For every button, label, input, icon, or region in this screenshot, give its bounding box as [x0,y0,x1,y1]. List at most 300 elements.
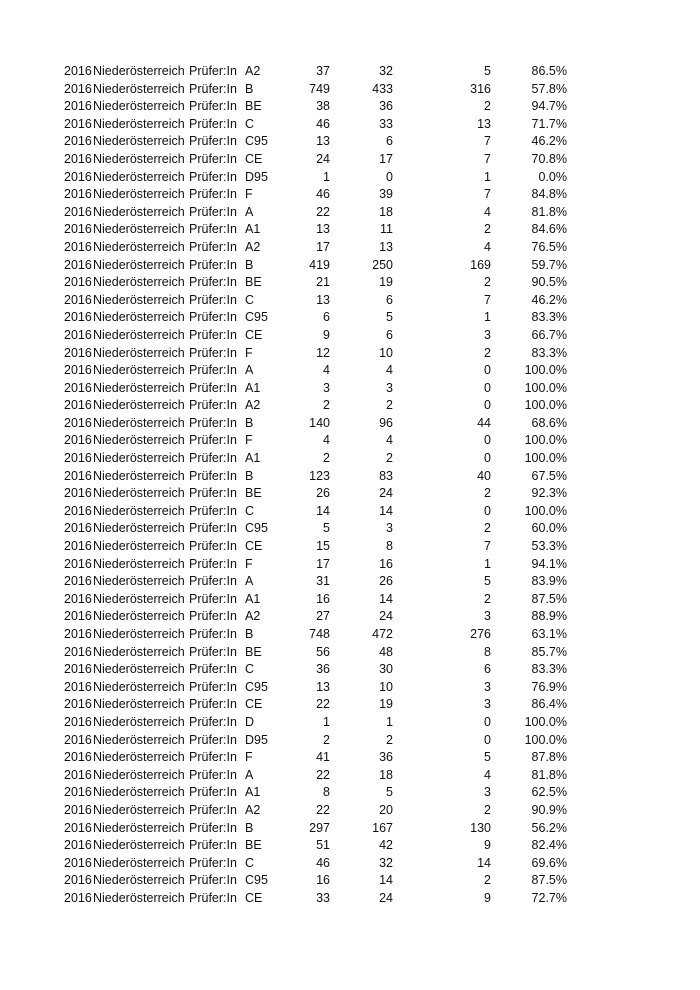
table-row [0,380,700,398]
total-cell: 13 [316,222,330,237]
total-cell: 12 [316,345,330,360]
table-row [0,696,700,714]
year-cell: 2016 [64,539,92,554]
role-cell: Prüfer:In [189,187,237,202]
region-cell: Niederösterreich [93,327,185,342]
table-row [0,397,700,415]
passed-cell: 250 [372,257,393,272]
failed-cell: 1 [484,310,491,325]
pass-rate-cell: 83.3% [531,662,567,677]
year-cell: 2016 [64,116,92,131]
table-row [0,661,700,679]
region-cell: Niederösterreich [93,363,185,378]
passed-cell: 36 [379,99,393,114]
license-class-cell: C95 [245,873,268,888]
year-cell: 2016 [64,81,92,96]
role-cell: Prüfer:In [189,521,237,536]
failed-cell: 7 [484,539,491,554]
region-cell: Niederösterreich [93,433,185,448]
role-cell: Prüfer:In [189,802,237,817]
total-cell: 22 [316,767,330,782]
failed-cell: 0 [484,732,491,747]
year-cell: 2016 [64,310,92,325]
license-class-cell: D95 [245,169,268,184]
failed-cell: 40 [477,468,491,483]
total-cell: 2 [323,451,330,466]
license-class-cell: BE [245,644,262,659]
pass-rate-cell: 72.7% [531,890,567,905]
table-row [0,573,700,591]
pass-rate-cell: 100.0% [524,433,567,448]
license-class-cell: C [245,662,255,677]
year-cell: 2016 [64,732,92,747]
passed-cell: 2 [386,732,393,747]
role-cell: Prüfer:In [189,64,237,78]
passed-cell: 472 [372,627,393,641]
region-cell: Niederösterreich [93,257,185,272]
pass-rate-cell: 100.0% [524,398,567,413]
table-row [0,591,700,609]
failed-cell: 3 [484,697,491,712]
failed-cell: 7 [484,187,491,202]
license-class-cell: F [245,345,253,360]
license-class-cell: A1 [245,451,261,466]
region-cell: Niederösterreich [93,767,185,782]
table-row [0,626,700,644]
table-row [0,257,700,275]
role-cell: Prüfer:In [189,468,237,483]
failed-cell: 7 [484,151,491,166]
region-cell: Niederösterreich [93,468,185,483]
failed-cell: 0 [484,714,491,729]
year-cell: 2016 [64,591,92,606]
pass-rate-cell: 94.7% [531,99,567,114]
total-cell: 748 [309,627,330,641]
role-cell: Prüfer:In [189,697,237,712]
pass-rate-cell: 83.3% [531,345,567,360]
pass-rate-cell: 83.3% [531,310,567,325]
pass-rate-cell: 83.9% [531,574,567,589]
role-cell: Prüfer:In [189,662,237,677]
region-cell: Niederösterreich [93,662,185,677]
pass-rate-cell: 59.7% [531,257,567,272]
table-row [0,327,700,345]
region-cell: Niederösterreich [93,415,185,430]
failed-cell: 2 [484,275,491,290]
license-class-cell: F [245,187,253,202]
region-cell: Niederösterreich [93,310,185,325]
passed-cell: 42 [379,838,393,853]
table-row [0,784,700,802]
year-cell: 2016 [64,345,92,360]
pass-rate-cell: 53.3% [531,539,567,554]
year-cell: 2016 [64,363,92,378]
pass-rate-cell: 76.5% [531,239,567,254]
total-cell: 22 [316,802,330,817]
pass-rate-cell: 100.0% [524,380,567,395]
pass-rate-cell: 84.8% [531,187,567,202]
total-cell: 2 [323,398,330,413]
failed-cell: 0 [484,380,491,395]
year-cell: 2016 [64,521,92,536]
failed-cell: 316 [470,81,491,96]
total-cell: 31 [316,574,330,589]
table-row [0,151,700,169]
region-cell: Niederösterreich [93,574,185,589]
license-class-cell: A [245,363,254,378]
failed-cell: 0 [484,398,491,413]
license-class-cell: A2 [245,398,261,413]
year-cell: 2016 [64,890,92,905]
region-cell: Niederösterreich [93,451,185,466]
failed-cell: 2 [484,873,491,888]
total-cell: 297 [309,820,330,835]
year-cell: 2016 [64,169,92,184]
total-cell: 22 [316,697,330,712]
passed-cell: 18 [379,204,393,219]
total-cell: 16 [316,873,330,888]
pass-rate-cell: 90.5% [531,275,567,290]
role-cell: Prüfer:In [189,363,237,378]
role-cell: Prüfer:In [189,627,237,641]
passed-cell: 5 [386,785,393,800]
role-cell: Prüfer:In [189,785,237,800]
role-cell: Prüfer:In [189,99,237,114]
role-cell: Prüfer:In [189,398,237,413]
year-cell: 2016 [64,187,92,202]
failed-cell: 0 [484,433,491,448]
failed-cell: 4 [484,204,491,219]
total-cell: 8 [323,785,330,800]
region-cell: Niederösterreich [93,838,185,853]
failed-cell: 44 [477,415,491,430]
license-class-cell: CE [245,697,263,712]
pass-rate-cell: 90.9% [531,802,567,817]
year-cell: 2016 [64,134,92,149]
failed-cell: 2 [484,591,491,606]
failed-cell: 3 [484,609,491,624]
passed-cell: 2 [386,398,393,413]
failed-cell: 130 [470,820,491,835]
pass-rate-cell: 87.5% [531,873,567,888]
license-class-cell: B [245,257,254,272]
passed-cell: 33 [379,116,393,131]
table-row [0,239,700,257]
total-cell: 26 [316,486,330,501]
license-class-cell: D95 [245,732,268,747]
failed-cell: 169 [470,257,491,272]
total-cell: 46 [316,187,330,202]
pass-rate-cell: 68.6% [531,415,567,430]
role-cell: Prüfer:In [189,679,237,694]
license-class-cell: CE [245,890,263,905]
role-cell: Prüfer:In [189,380,237,395]
role-cell: Prüfer:In [189,873,237,888]
license-class-cell: BE [245,838,262,853]
pass-rate-cell: 82.4% [531,838,567,853]
region-cell: Niederösterreich [93,398,185,413]
failed-cell: 4 [484,767,491,782]
license-class-cell: B [245,627,254,641]
passed-cell: 18 [379,767,393,782]
role-cell: Prüfer:In [189,134,237,149]
year-cell: 2016 [64,644,92,659]
failed-cell: 276 [470,627,491,641]
total-cell: 37 [316,64,330,78]
role-cell: Prüfer:In [189,890,237,905]
license-class-cell: A [245,574,254,589]
role-cell: Prüfer:In [189,556,237,571]
year-cell: 2016 [64,767,92,782]
passed-cell: 24 [379,609,393,624]
passed-cell: 83 [379,468,393,483]
license-class-cell: C [245,292,255,307]
total-cell: 15 [316,539,330,554]
license-class-cell: C [245,116,255,131]
total-cell: 3 [323,380,330,395]
region-cell: Niederösterreich [93,521,185,536]
region-cell: Niederösterreich [93,855,185,870]
pass-rate-cell: 84.6% [531,222,567,237]
region-cell: Niederösterreich [93,64,185,78]
year-cell: 2016 [64,627,92,641]
total-cell: 4 [323,433,330,448]
pass-rate-cell: 69.6% [531,855,567,870]
license-class-cell: C95 [245,310,268,325]
year-cell: 2016 [64,451,92,466]
passed-cell: 167 [372,820,393,835]
pass-rate-cell: 71.7% [531,116,567,131]
license-class-cell: B [245,468,254,483]
failed-cell: 2 [484,99,491,114]
year-cell: 2016 [64,609,92,624]
total-cell: 5 [323,521,330,536]
pass-rate-cell: 85.7% [531,644,567,659]
role-cell: Prüfer:In [189,838,237,853]
table-row [0,309,700,327]
pass-rate-cell: 81.8% [531,204,567,219]
role-cell: Prüfer:In [189,486,237,501]
passed-cell: 32 [379,64,393,78]
pass-rate-cell: 100.0% [524,363,567,378]
license-class-cell: B [245,415,254,430]
passed-cell: 8 [386,539,393,554]
passed-cell: 14 [379,591,393,606]
failed-cell: 8 [484,644,491,659]
passed-cell: 0 [386,169,393,184]
pass-rate-cell: 100.0% [524,451,567,466]
license-class-cell: A [245,204,254,219]
failed-cell: 2 [484,222,491,237]
role-cell: Prüfer:In [189,257,237,272]
passed-cell: 3 [386,380,393,395]
total-cell: 419 [309,257,330,272]
failed-cell: 2 [484,521,491,536]
table-row [0,837,700,855]
table-row [0,63,700,81]
role-cell: Prüfer:In [189,239,237,254]
failed-cell: 7 [484,134,491,149]
year-cell: 2016 [64,151,92,166]
pass-rate-cell: 66.7% [531,327,567,342]
total-cell: 21 [316,275,330,290]
pass-rate-cell: 63.1% [531,627,567,641]
year-cell: 2016 [64,556,92,571]
passed-cell: 30 [379,662,393,677]
passed-cell: 13 [379,239,393,254]
passed-cell: 5 [386,310,393,325]
table-row [0,714,700,732]
region-cell: Niederösterreich [93,99,185,114]
total-cell: 27 [316,609,330,624]
region-cell: Niederösterreich [93,486,185,501]
region-cell: Niederösterreich [93,556,185,571]
role-cell: Prüfer:In [189,574,237,589]
year-cell: 2016 [64,415,92,430]
failed-cell: 5 [484,64,491,78]
failed-cell: 14 [477,855,491,870]
pass-rate-cell: 57.8% [531,81,567,96]
region-cell: Niederösterreich [93,732,185,747]
table-row [0,556,700,574]
license-class-cell: B [245,820,254,835]
region-cell: Niederösterreich [93,873,185,888]
region-cell: Niederösterreich [93,785,185,800]
total-cell: 36 [316,662,330,677]
license-class-cell: B [245,81,254,96]
pass-rate-cell: 67.5% [531,468,567,483]
license-class-cell: C [245,855,255,870]
table-row [0,503,700,521]
failed-cell: 2 [484,345,491,360]
region-cell: Niederösterreich [93,591,185,606]
total-cell: 123 [309,468,330,483]
table-row [0,820,700,838]
region-cell: Niederösterreich [93,503,185,518]
passed-cell: 24 [379,486,393,501]
table-row [0,608,700,626]
region-cell: Niederösterreich [93,697,185,712]
table-row [0,679,700,697]
region-cell: Niederösterreich [93,750,185,765]
passed-cell: 17 [379,151,393,166]
pass-rate-cell: 92.3% [531,486,567,501]
failed-cell: 13 [477,116,491,131]
table-row [0,644,700,662]
total-cell: 1 [323,714,330,729]
year-cell: 2016 [64,433,92,448]
pass-rate-cell: 87.5% [531,591,567,606]
role-cell: Prüfer:In [189,169,237,184]
table-row [0,345,700,363]
year-cell: 2016 [64,239,92,254]
table-row [0,415,700,433]
passed-cell: 11 [380,222,393,237]
passed-cell: 36 [379,750,393,765]
license-class-cell: C95 [245,134,268,149]
failed-cell: 5 [484,574,491,589]
failed-cell: 0 [484,503,491,518]
failed-cell: 2 [484,802,491,817]
role-cell: Prüfer:In [189,81,237,96]
year-cell: 2016 [64,204,92,219]
region-cell: Niederösterreich [93,380,185,395]
year-cell: 2016 [64,222,92,237]
passed-cell: 6 [386,292,393,307]
year-cell: 2016 [64,679,92,694]
region-cell: Niederösterreich [93,644,185,659]
year-cell: 2016 [64,99,92,114]
license-class-cell: A1 [245,380,261,395]
pass-rate-cell: 76.9% [531,679,567,694]
license-class-cell: C95 [245,679,268,694]
failed-cell: 5 [484,750,491,765]
year-cell: 2016 [64,855,92,870]
license-class-cell: F [245,556,253,571]
role-cell: Prüfer:In [189,732,237,747]
region-cell: Niederösterreich [93,802,185,817]
role-cell: Prüfer:In [189,451,237,466]
total-cell: 17 [316,239,330,254]
pass-rate-cell: 81.8% [531,767,567,782]
license-class-cell: BE [245,275,262,290]
region-cell: Niederösterreich [93,151,185,166]
license-class-cell: D [245,714,255,729]
total-cell: 749 [309,81,330,96]
license-class-cell: BE [245,486,262,501]
passed-cell: 96 [379,415,393,430]
total-cell: 22 [316,204,330,219]
year-cell: 2016 [64,257,92,272]
failed-cell: 1 [484,169,491,184]
table-row [0,890,700,908]
region-cell: Niederösterreich [93,204,185,219]
table-row [0,362,700,380]
passed-cell: 4 [386,433,393,448]
failed-cell: 3 [484,327,491,342]
role-cell: Prüfer:In [189,151,237,166]
role-cell: Prüfer:In [189,275,237,290]
failed-cell: 9 [484,838,491,853]
role-cell: Prüfer:In [189,310,237,325]
role-cell: Prüfer:In [189,327,237,342]
pass-rate-cell: 88.9% [531,609,567,624]
table-row [0,538,700,556]
pass-rate-cell: 86.5% [531,64,567,78]
total-cell: 24 [316,151,330,166]
region-cell: Niederösterreich [93,275,185,290]
table-row [0,432,700,450]
license-class-cell: A2 [245,239,261,254]
passed-cell: 39 [379,187,393,202]
spreadsheet-table [0,63,700,908]
passed-cell: 6 [386,327,393,342]
total-cell: 16 [316,591,330,606]
failed-cell: 3 [484,785,491,800]
passed-cell: 14 [379,873,393,888]
region-cell: Niederösterreich [93,222,185,237]
license-class-cell: A1 [245,222,261,237]
table-row [0,133,700,151]
year-cell: 2016 [64,380,92,395]
passed-cell: 10 [379,345,393,360]
passed-cell: 2 [386,451,393,466]
total-cell: 13 [316,292,330,307]
failed-cell: 6 [484,662,491,677]
region-cell: Niederösterreich [93,539,185,554]
passed-cell: 16 [379,556,393,571]
role-cell: Prüfer:In [189,503,237,518]
